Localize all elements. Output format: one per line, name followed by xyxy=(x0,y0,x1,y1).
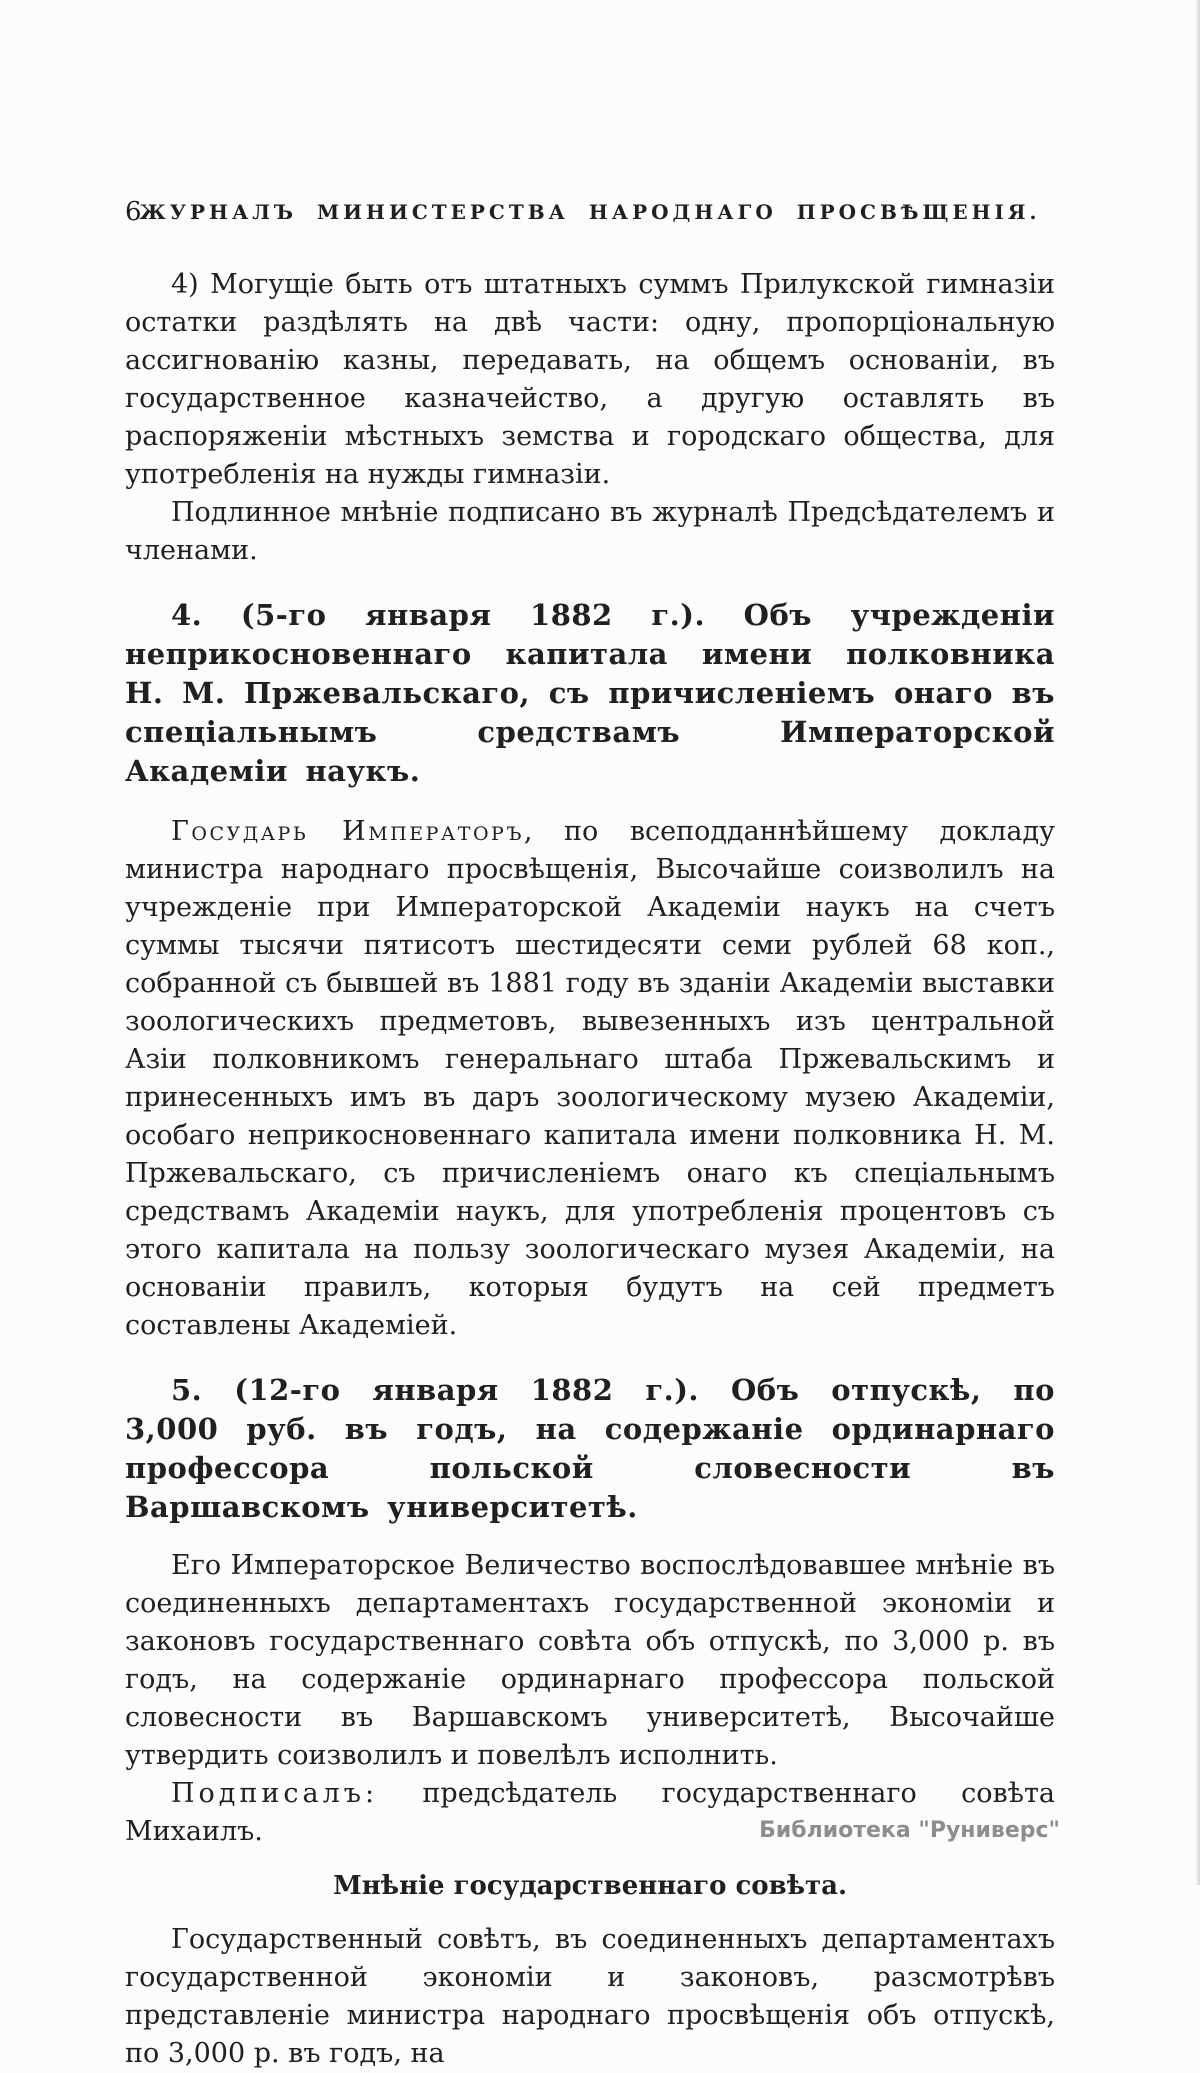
state-council-opinion-paragraph: Государственный совѣтъ, въ соединенныхъ департаментахъ государственной экономіи и законовъ, разсмотрѣвъ представленіе министра народнаго просвѣщенія объ отпускѣ, по 3,000 р. въ годъ, на xyxy=(125,1924,1055,2069)
text-column xyxy=(125,198,1055,2073)
signed-label: Подписалъ: xyxy=(171,1778,379,1809)
section4-paragraph xyxy=(125,813,1055,1345)
running-title: ЖУРНАЛЪ МИНИСТЕРСТВА НАРОДНАГО ПРОСВѢЩЕНІЯ. xyxy=(139,200,1041,224)
scan-right-edge xyxy=(1195,0,1200,1885)
library-watermark: Библиотека "Руниверс" xyxy=(759,1818,1060,1843)
original-opinion-note: Подлинное мнѣніе подписано въ журналѣ Предсѣдателемъ и членами. xyxy=(125,497,1055,566)
state-council-opinion-heading: Мнѣніе государственнаго совѣта. xyxy=(332,1871,847,1901)
section5-heading: 5. (12-го января 1882 г.). Объ отпускѣ, по 3,000 руб. въ годъ, на содержаніе ординарнаго профессора польской словесности въ Варшавскомъ университетѣ. xyxy=(125,1373,1055,1524)
page-number: 6 xyxy=(125,197,142,227)
decree-item4-paragraph: 4) Могущіе быть отъ штатныхъ суммъ Прилукской гимназіи остатки раздѣлять на двѣ части: одну, пропорціональную ассигнованію казны, передавать, на общемъ основаніи, въ государственное казначейство, а другую оставлять въ распоряженіи мѣстныхъ земства и городскаго общества, для употребленія на нужды гимназіи. xyxy=(125,269,1055,490)
section4-heading: 4. (5-го января 1882 г.). Объ учрежденіи неприкосновеннаго капитала имени полковника Н. М. Пржевальскаго, съ причисленіемъ онаго въ спеціальнымъ средствамъ Императорской Академіи наукъ. xyxy=(125,598,1055,788)
sovereign-title: Государь Императоръ xyxy=(171,816,524,847)
section5-paragraph: Его Императорское Величество воспослѣдовавшее мнѣніе въ соединенныхъ департаментахъ государственной экономіи и законовъ государственнаго совѣта объ отпускѣ, по 3,000 р. въ годъ, на содержаніе ординарнаго профессора польской словесности въ Варшавскомъ университетѣ, Высочайше утвердить соизволилъ и повелѣлъ исполнить. xyxy=(125,1550,1055,1771)
page-header xyxy=(125,198,1055,230)
signed-text: предсѣдатель государственнаго совѣта Михаилъ. xyxy=(125,1778,1055,1847)
section4-paragraph-text: , по всеподданнѣйшему докладу министра народнаго просвѣщенія, Высочайше соизволилъ на учрежденіе при Императорской Академіи наукъ на счетъ суммы тысячи пятисотъ шестидесяти семи рублей 68 коп., собранной съ бывшей въ 1881 году въ зданіи Академіи выставки зоологическихъ предметовъ, вывезенныхъ изъ центральной Азіи полковникомъ генеральнаго штаба Пржевальскимъ и принесенныхъ имъ въ даръ зоологическому музею Академіи, особаго неприкосновеннаго капитала имени полковника Н. М. Пржевальскаго, съ причисленіемъ онаго къ спеціальнымъ средствамъ Академіи наукъ, для употребленія процентовъ съ этого капитала на пользу зоологическаго музея Академіи, на основаніи правилъ, которыя будутъ на сей предметъ составлены Академіей. xyxy=(125,816,1055,1341)
